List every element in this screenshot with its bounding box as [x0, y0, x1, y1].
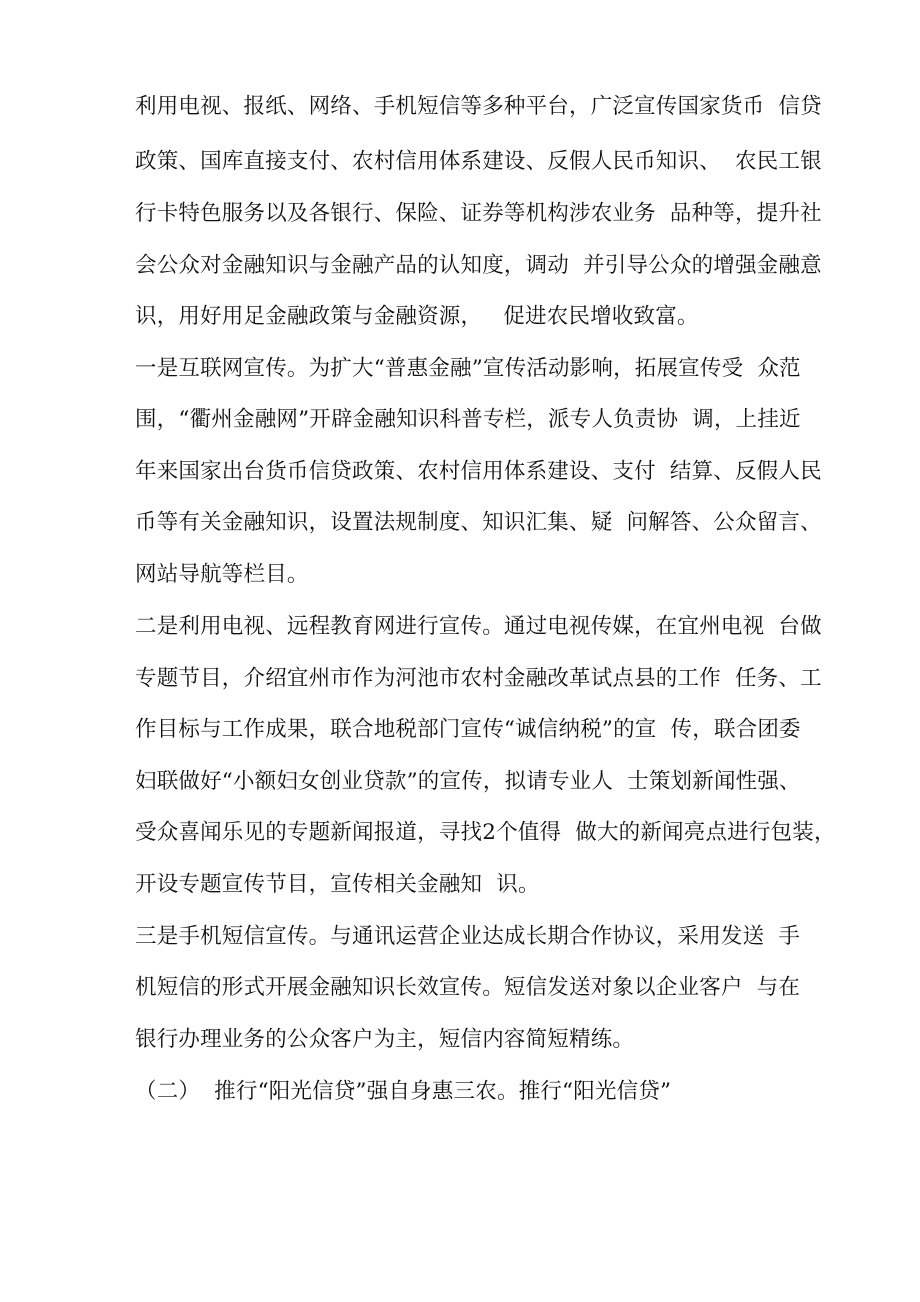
- text-line: 行卡特色服务以及各银行、保险、证券等机构涉农业务 品种等，提升社: [135, 201, 822, 226]
- section-heading: （二） 推行“阳光信贷”强自身惠三农。推行“阳光信贷”: [135, 1079, 672, 1104]
- text-line: 机短信的形式开展金融知识长效宣传。短信发送对象以企业客户 与在: [135, 975, 801, 1000]
- text-line: 银行办理业务的公众客户为主，短信内容简短精练。: [135, 1027, 635, 1052]
- text-line: 受众喜闻乐见的专题新闻报道，寻找2个值得 做大的新闻亮点进行包装，: [135, 820, 836, 845]
- text-line: 开设专题宣传节目，宣传相关金融知 识。: [135, 872, 540, 897]
- text-line: 一是互联网宣传。为扩大“普惠金融”宣传活动影响，拓展宣传受 众范: [135, 356, 801, 381]
- text-line: 专题节目，介绍宜州市作为河池市农村金融改革试点县的工作 任务、工: [135, 666, 822, 691]
- text-line: 会公众对金融知识与金融产品的认知度，调动 并引导公众的增强金融意: [135, 253, 822, 278]
- text-line: 网站导航等栏目。: [135, 562, 309, 587]
- text-line: 年来国家出台货币信贷政策、农村信用体系建设、支付 结算、反假人民: [135, 459, 822, 484]
- text-line: 二是利用电视、远程教育网进行宣传。通过电视传媒，在宜州电视 台做: [135, 614, 822, 639]
- text-line: 政策、国库直接支付、农村信用体系建设、反假人民币知识、 农民工银: [135, 149, 822, 174]
- text-line: 识，用好用足金融政策与金融资源， 促进农民增收致富。: [135, 304, 699, 329]
- text-line: 利用电视、报纸、网络、手机短信等多种平台，广泛宣传国家货币 信贷: [135, 94, 822, 119]
- text-line: 围，“衢州金融网”开辟金融知识科普专栏，派专人负责协 调，上挂近: [135, 407, 801, 432]
- text-line: 妇联做好“小额妇女创业贷款”的宣传，拟请专业人 士策划新闻性强、: [135, 769, 801, 794]
- text-line: 作目标与工作成果，联合地税部门宣传“诚信纳税”的宣 传，联合团委: [135, 717, 801, 742]
- text-line: 币等有关金融知识，设置法规制度、知识汇集、疑 问解答、公众留言、: [135, 510, 822, 535]
- text-line: 三是手机短信宣传。与通讯运营企业达成长期合作协议，采用发送 手: [135, 924, 801, 949]
